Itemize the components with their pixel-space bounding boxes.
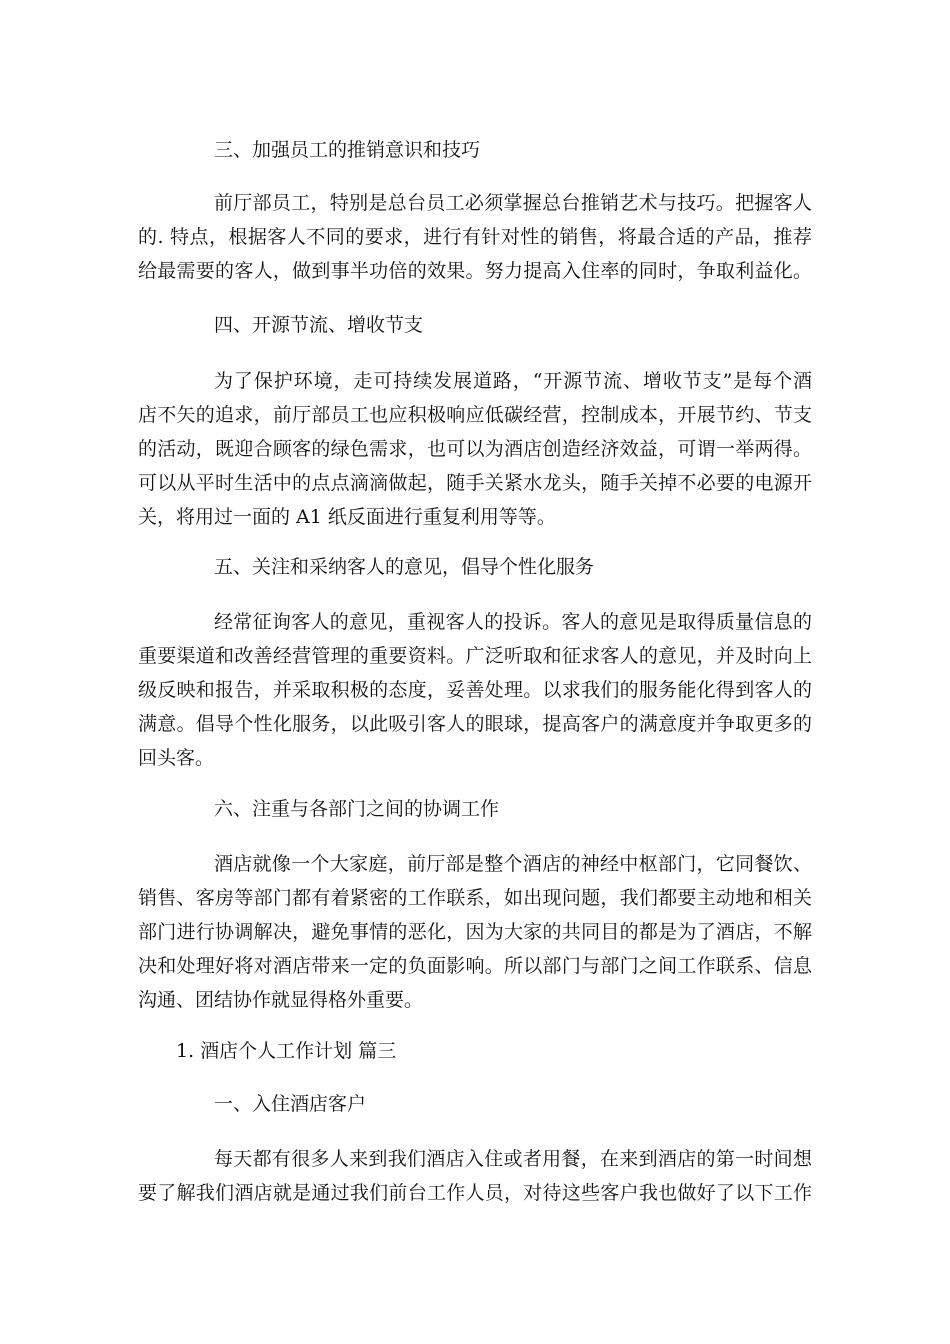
section-heading-1: 一、入住酒店客户 <box>214 1093 367 1115</box>
paragraph-line: 经常征询客人的意见，重视客人的投诉。客人的意见是取得质量信息的 <box>214 611 812 633</box>
paragraph-line: 每天都有很多人来到我们酒店入住或者用餐，在来到酒店的第一时间想 <box>214 1148 812 1170</box>
paragraph-line: 回头客。 <box>138 747 215 769</box>
paragraph-line: 级反映和报告，并采取积极的态度，妥善处理。以求我们的服务能化得到客人的 <box>138 679 812 701</box>
section-heading-6: 六、注重与各部门之间的协调工作 <box>214 798 500 820</box>
paragraph-line: 可以从平时生活中的点点滴滴做起，随手关紧水龙头，随手关掉不必要的电源开 <box>138 472 812 494</box>
paragraph-line: 的. 特点，根据客人不同的要求，进行有针对性的销售，将最合适的产品，推荐 <box>138 226 812 248</box>
paragraph-line: 重要渠道和改善经营管理的重要资料。广泛听取和征求客人的意见，并及时向上 <box>138 645 812 667</box>
paragraph-line: 的活动，既迎合顾客的绿色需求，也可以为酒店创造经济效益，可谓一举两得。 <box>138 438 812 460</box>
paragraph-line: 酒店就像一个大家庭，前厅部是整个酒店的神经中枢部门，它同餐饮、 <box>214 853 812 875</box>
numbered-title: 1. 酒店个人工作计划 篇三 <box>176 1040 397 1062</box>
paragraph-line: 前厅部员工，特别是总台员工必须掌握总台推销艺术与技巧。把握客人 <box>214 192 812 214</box>
paragraph-line: 部门进行协调解决，避免事情的恶化，因为大家的共同目的都是为了酒店，不解 <box>138 921 812 943</box>
section-heading-5: 五、关注和采纳客人的意见，倡导个性化服务 <box>214 556 595 578</box>
paragraph-line: 决和处理好将对酒店带来一定的负面影响。所以部门与部门之间工作联系、信息 <box>138 955 812 977</box>
paragraph-line: 要了解我们酒店就是通过我们前台工作人员，对待这些客户我也做好了以下工作 <box>138 1182 812 1204</box>
section-heading-4: 四、开源节流、增收节支 <box>214 314 424 336</box>
paragraph-line: 关，将用过一面的 A1 纸反面进行重复利用等等。 <box>138 506 556 528</box>
paragraph-line: 销售、客房等部门都有着紧密的工作联系，如出现问题，我们都要主动地和相关 <box>138 887 812 909</box>
paragraph-line: 为了保护环境，走可持续发展道路，“开源节流、增收节支”是每个酒 <box>214 370 812 392</box>
section-heading-3: 三、加强员工的推销意识和技巧 <box>214 139 481 161</box>
paragraph-line: 满意。倡导个性化服务，以此吸引客人的眼球，提高客户的满意度并争取更多的 <box>138 713 812 735</box>
paragraph-line: 店不矢的追求，前厅部员工也应积极响应低碳经营，控制成本，开展节约、节支 <box>138 404 812 426</box>
paragraph-line: 沟通、团结协作就显得格外重要。 <box>138 989 424 1011</box>
paragraph-line: 给最需要的客人，做到事半功倍的效果。努力提高入住率的同时，争取利益化。 <box>138 260 812 282</box>
